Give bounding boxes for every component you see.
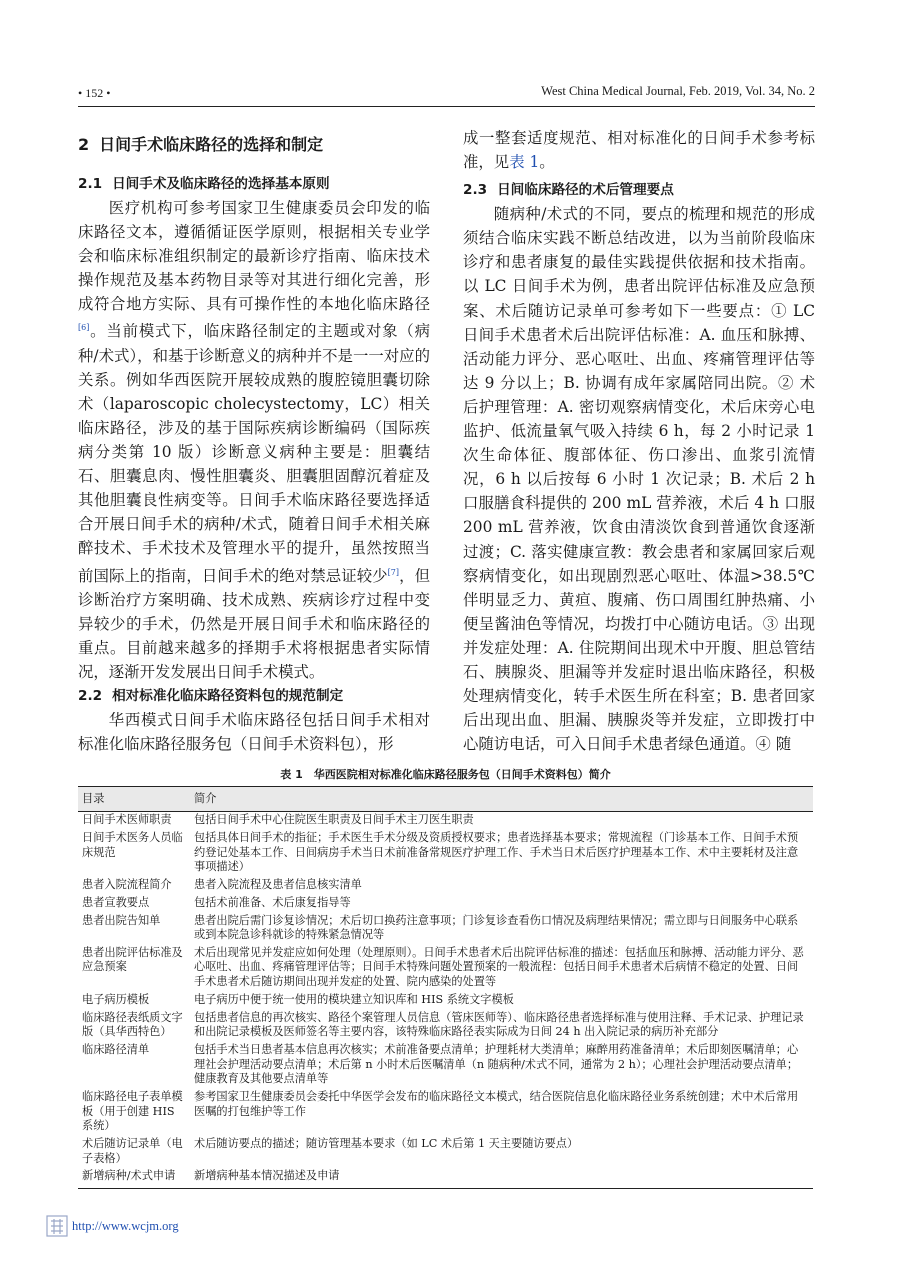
table-row bbox=[78, 876, 813, 894]
page-number: • 152 • bbox=[78, 86, 111, 100]
table-cell-summary: 术后出现常见并发症应如何处理（处理原则）。日间手术患者术后出院评估标准的描述：包括血压和脉搏、活动能力评分、恶心呕吐、出血、疼痛管理评估等；日间手术特殊问题处置预案的一般流程：包括日间手术患者术后病情不稳定的处置、日间手术患者术后随访期间出现并发症的处置、院内感染的处置等 bbox=[194, 945, 804, 989]
table-cell-directory: 临床路径表纸质文字版（具华西特色） bbox=[82, 1010, 183, 1039]
table-cell-directory: 临床路径清单 bbox=[82, 1043, 150, 1056]
header-divider bbox=[78, 106, 815, 107]
citation-7[interactable]: [7] bbox=[387, 567, 400, 577]
table-row bbox=[78, 944, 813, 991]
section-2-heading: 2 日间手术临床路径的选择和制定 bbox=[78, 135, 324, 154]
table-cell-directory: 电子病历模板 bbox=[82, 992, 150, 1006]
table-cell-directory: 患者宣教要点 bbox=[82, 895, 150, 909]
footer bbox=[46, 1215, 179, 1237]
section-2-1-heading: 2.1 日间手术及临床路径的选择基本原则 bbox=[78, 176, 330, 192]
section-2-1-paragraph: 医疗机构可参考国家卫生健康委员会印发的临床路径文本，遵循循证医学原则，根据相关专业学会和临床标准组织制定的最新诊疗指南、临床技术操作规范及基本药物目录等对其进行细化完善，形成符合地方实际、具有可操作性的本地化临床路径[6]。当前模式下，临床路径制定的主题或对象（病种/术式），和基于诊断意义的病种并不是一一对应的关系。例如华西医院开展较成熟的腹腔镜胆囊切除术（laparoscopic cholecystectomy，LC）相关临床路径，涉及的基于国际疾病诊断编码（国际疾病分类第 10 版）诊断意义病种主要是：胆囊结石、胆囊息肉、慢性胆囊炎、胆囊胆固醇沉着症及其他胆囊良性病变等。日间手术临床路径要选择适合开展日间手术的病种/术式，随着日间手术相关麻醉技术、手术技术及管理水平的提升，虽然按照当前国际上的指南，日间手术的绝对禁忌证较少[7]，但诊断治疗方案明确、技术成熟、疾病诊疗过程中变异较少的手术，仍然是开展日间手术和临床路径的重点。目前越来越多的择期手术将根据患者实际情况，逐渐开发发展出日间手术模式。 bbox=[78, 199, 430, 682]
table-cell-summary: 患者入院流程及患者信息核实清单 bbox=[194, 877, 362, 891]
section-2-3-heading: 2.3 日间临床路径的术后管理要点 bbox=[463, 182, 674, 199]
table-header-summary: 简介 bbox=[190, 787, 813, 812]
table-cell-summary: 患者出院后需门诊复诊情况；术后切口换药注意事项；门诊复诊查看伤口情况及病理结果情况；需立即与日间服务中心联系或到本院急诊科就诊的特殊紧急情况等 bbox=[194, 913, 799, 942]
table-header-row bbox=[78, 787, 813, 812]
table-row bbox=[78, 829, 813, 876]
table-body bbox=[78, 811, 813, 1188]
table-cell-summary: 电子病历中便于统一使用的模块建立知识库和 HIS 系统文字模板 bbox=[194, 992, 514, 1006]
journal-url-link[interactable]: http://www.wcjm.org bbox=[72, 1218, 179, 1233]
table-header-directory: 目录 bbox=[78, 787, 190, 812]
section-2-2-paragraph: 华西模式日间手术临床路径包括日间手术相对标准化临床路径服务包（日间手术资料包），形 bbox=[78, 711, 430, 754]
table-row bbox=[78, 1168, 813, 1189]
table-cell-summary: 包括具体日间手术的指征；手术医生手术分级及资质授权要求；患者选择基本要求；常规流程（门诊基本工作、日间手术预约登记处基本工作、日间病房手术当日术前准备常规医疗护理工作、手术当日术后医疗护理基本工作、术中主要耗材及注意事项描述） bbox=[194, 830, 799, 874]
table-cell-summary: 包括术前准备、术后康复指导等 bbox=[194, 895, 351, 909]
section-2-2-continuation: 成一整套适度规范、相对标准化的日间手术参考标准，见表 1。 bbox=[463, 129, 815, 172]
right-column bbox=[463, 126, 815, 756]
table-row bbox=[78, 1041, 813, 1088]
table-cell-directory: 新增病种/术式申请 bbox=[78, 1168, 190, 1189]
section-2-3-paragraph: 随病种/术式的不同，要点的梳理和规范的形成须结合临床实践不断总结改进，以为当前阶段临床诊疗和患者康复的最佳实践提供依据和技术指南。以 LC 日间手术为例，患者出院评估标准及应急预案、术后随访记录单可参考如下一些要点：① LC 日间手术患者术后出院评估标准：A. 血压和脉搏、活动能力评分、恶心呕吐、出血、疼痛管理评估等达 9 分以上；B. 协调有成年家属陪同出院。② 术后护理管理：A. 密切观察病情变化，术后床旁心电监护、低流量氧气吸入持续 6 h，每 2 小时记录 1 次生命体征、腹部体征、伤口渗出、血浆引流情况，6 h 以后按每 6 小时 1 次记录；B. 术后 2 h 口服膳食科提供的 200 mL 营养液，术后 4 h 口服 200 mL 营养液，饮食由清淡饮食到普通饮食逐渐过渡；C. 落实健康宣教：教会患者和家属回家后观察病情变化，如出现剧烈恶心呕吐、体温>38.5℃伴明显乏力、黄疸、腹痛、伤口周围红肿热痛、小便呈酱油色等情况，均拨打中心随访电话。③ 出现并发症处理：A. 住院期间出现术中开腹、胆总管结石、胰腺炎、胆漏等并发症时退出临床路径，积极处理病情变化，转手术医生所在科室；B. 患者回家后出现出血、胆漏、胰腺炎等并发症，立即拨打中心随访电话，可入日间手术患者绿色通道。④ 随 bbox=[463, 205, 815, 754]
table-cell-summary: 术后随访要点的描述；随访管理基本要求（如 LC 术后第 1 天主要随访要点） bbox=[194, 1136, 579, 1150]
table-cell-summary: 参考国家卫生健康委员会委托中华医学会发布的临床路径文本模式，结合医院信息化临床路径业务系统创建；术中术后常用医嘱的打包维护等工作 bbox=[194, 1089, 799, 1118]
table-cell-directory: 临床路径电子表单模板（用于创建 HIS 系统） bbox=[82, 1089, 183, 1133]
table-cell-summary: 包括手术当日患者基本信息再次核实；术前准备要点清单；护理耗材大类清单；麻醉用药准备清单；术后即刻医嘱清单；心理社会护理活动要点清单；术后第 n 小时术后医嘱清单（n 随病种/术式不同，通常为 2 h）；心理社会护理活动要点清单；健康教育及其他要点清单等 bbox=[194, 1043, 799, 1086]
table-row bbox=[78, 1135, 813, 1167]
citation-6[interactable]: [6] bbox=[78, 323, 90, 333]
table-1-link[interactable]: 表 1 bbox=[509, 153, 540, 172]
table-caption: 表 1 华西医院相对标准化临床路径服务包（日间手术资料包）简介 bbox=[280, 768, 611, 781]
table-row bbox=[78, 811, 813, 829]
table-row bbox=[78, 1009, 813, 1041]
journal-citation: West China Medical Journal, Feb. 2019, Vol. 34, No. 2 bbox=[541, 84, 815, 98]
table-cell-directory: 术后随访记录单（电子表格） bbox=[82, 1136, 183, 1165]
table-row bbox=[78, 912, 813, 944]
table-cell-directory: 患者出院评估标准及应急预案 bbox=[82, 945, 183, 974]
table-cell-directory: 患者出院告知单 bbox=[82, 913, 161, 927]
left-column bbox=[78, 126, 430, 756]
table-cell-summary: 包括日间手术中心住院医生职责及日间手术主刀医生职责 bbox=[194, 813, 474, 827]
table-row bbox=[78, 1088, 813, 1135]
section-2-2-heading: 2.2 相对标准化临床路径资料包的规范制定 bbox=[78, 688, 344, 705]
table-cell-summary: 新增病种基本情况描述及申请 bbox=[190, 1168, 813, 1189]
journal-seal-icon bbox=[46, 1215, 68, 1237]
table-cell-directory: 日间手术医师职责 bbox=[82, 813, 172, 827]
table-row bbox=[78, 991, 813, 1009]
table-row bbox=[78, 894, 813, 912]
table-cell-directory: 日间手术医务人员临床规范 bbox=[82, 830, 183, 859]
table-cell-directory: 患者入院流程简介 bbox=[82, 877, 172, 891]
table-cell-summary: 包括患者信息的再次核实、路径个案管理人员信息（管床医师等）、临床路径患者选择标准与使用注释、手术记录、护理记录和出院记录模板及医师签名等主要内容，该特殊临床路径表实际成为日间 24 h 出入院记录的病历补充部分 bbox=[194, 1010, 804, 1039]
table-1 bbox=[78, 786, 813, 1189]
